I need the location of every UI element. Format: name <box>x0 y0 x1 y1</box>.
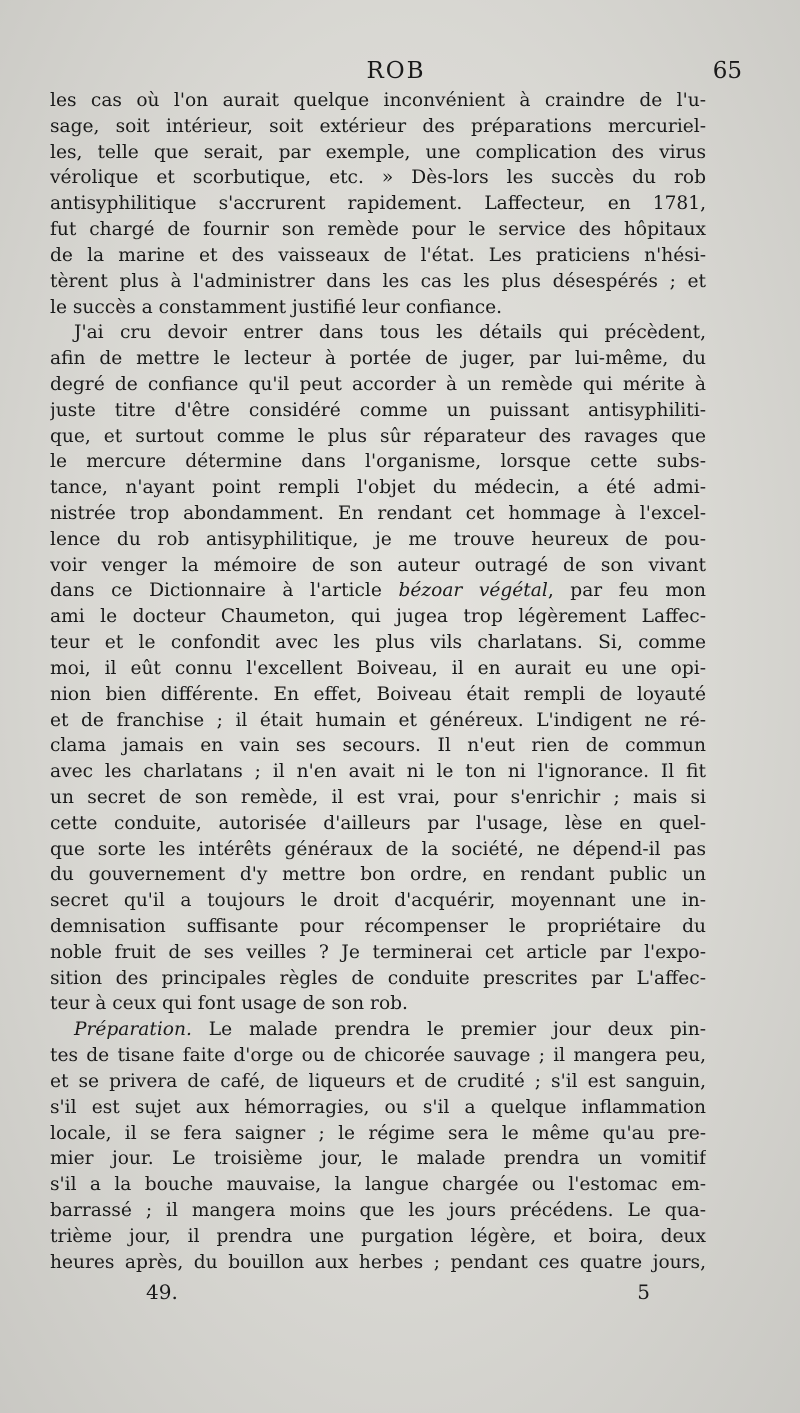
text-line: et de franchise ; il était humain et généreux. L'indigent ne ré- <box>50 709 706 731</box>
text-line: nistrée trop abondamment. En rendant cet hommage à l'excel- <box>50 503 706 524</box>
running-title: ROB <box>366 58 426 84</box>
sheet-number: 5 <box>637 1280 650 1304</box>
text-line: du gouvernement d'y mettre bon ordre, en rendant public un <box>50 864 706 886</box>
text-line-with-term <box>50 578 706 604</box>
article-term: bézoar végétal <box>398 580 548 602</box>
text-line: voir venger la mémoire de son auteur outragé de son vivant <box>50 554 706 576</box>
text-line: demnisation suffisante pour récompenser le propriétaire du <box>50 916 706 937</box>
text-line: lence du rob antisyphilitique, je me trouve heureux de pou- <box>50 528 706 550</box>
text-line: le succès a constamment justifié leur confiance. <box>50 296 503 318</box>
text-line: secret qu'il a toujours le droit d'acquérir, moyennant une in- <box>50 890 706 912</box>
page-number: 65 <box>712 58 742 84</box>
text-line: tance, n'ayant point rempli l'objet du médecin, a été admi- <box>50 477 706 499</box>
text-line: sition des principales règles de conduite prescrites par L'affec- <box>50 967 706 989</box>
text-line: afin de mettre le lecteur à portée de juger, par lui-même, du <box>50 348 706 370</box>
text-line: que sorte les intérêts généraux de la société, ne dépend-il pas <box>50 838 706 860</box>
text-line: clama jamais en vain ses secours. Il n'eut rien de commun <box>50 735 706 757</box>
text-line: trième jour, il prendra une purgation légère, et boira, deux <box>50 1225 706 1247</box>
line-text-pre: dans ce Dictionnaire à l'article <box>50 580 382 602</box>
text-line: barrassé ; il mangera moins que les jours précédens. Le qua- <box>50 1199 706 1221</box>
text-line: un secret de son remède, il est vrai, pour s'enrichir ; mais si <box>50 786 706 808</box>
text-line: sage, soit intérieur, soit extérieur des préparations mercuriel- <box>50 115 706 137</box>
text-line: antisyphilitique s'accrurent rapidement. Laffecteur, en 1781, <box>50 193 706 215</box>
page-footer <box>50 1280 650 1310</box>
text-line: nion bien différente. En effet, Boiveau était rempli de loyauté <box>50 683 706 705</box>
text-line: juste titre d'être considéré comme un puissant antisyphiliti- <box>50 399 706 421</box>
text-line: mier jour. Le troisième jour, le malade prendra un vomitif <box>50 1148 706 1170</box>
text-line: les, telle que serait, par exemple, une complication des virus <box>50 141 706 163</box>
paragraph-start-line: J'ai cru devoir entrer dans tous les détails qui précèdent, <box>74 322 706 344</box>
body-text <box>50 88 706 1275</box>
text-line: le mercure détermine dans l'organisme, lorsque cette subs- <box>50 451 706 473</box>
text-line: avec les charlatans ; il n'en avait ni le ton ni l'ignorance. Il fit <box>50 761 706 783</box>
text-line: tèrent plus à l'administrer dans les cas les plus désespérés ; et <box>50 270 706 292</box>
text-line: s'il est sujet aux hémorragies, ou s'il a quelque inflammation <box>50 1096 706 1118</box>
line-text-post: , par feu mon <box>547 580 706 602</box>
text-line: noble fruit de ses veilles ? Je terminerai cet article par l'expo- <box>50 941 706 963</box>
text-line: heures après, du bouillon aux herbes ; pendant ces quatre jours, <box>50 1251 706 1273</box>
text-line: teur et le confondit avec les plus vils charlatans. Si, comme <box>50 632 706 654</box>
text-line: vérolique et scorbutique, etc. » Dès-lors les succès du rob <box>50 167 706 189</box>
text-line: tes de tisane faite d'orge ou de chicorée sauvage ; il mangera peu, <box>50 1045 706 1067</box>
text-line: les cas où l'on aurait quelque inconvénient à craindre de l'u- <box>50 90 706 111</box>
text-line: degré de confiance qu'il peut accorder à un remède qui mérite à <box>50 373 706 395</box>
text-line: s'il a la bouche mauvaise, la langue chargée ou l'estomac em- <box>50 1174 706 1196</box>
section-label: Préparation. <box>74 1019 192 1041</box>
text-line: moi, il eût connu l'excellent Boiveau, il en aurait eu une opi- <box>50 657 706 679</box>
text-line: et se privera de café, de liqueurs et de crudité ; s'il est sanguin, <box>50 1070 706 1092</box>
text-line: cette conduite, autorisée d'ailleurs par l'usage, lèse en quel- <box>50 812 706 834</box>
running-head <box>50 58 742 88</box>
text-line: ami le docteur Chaumeton, qui jugea trop légèrement Laffec- <box>50 606 706 628</box>
text-line: que, et surtout comme le plus sûr réparateur des ravages que <box>50 425 706 447</box>
paragraph-start-line <box>50 1017 706 1043</box>
signature-mark: 49. <box>146 1280 178 1304</box>
text-line: locale, il se fera saigner ; le régime sera le même qu'au pre- <box>50 1122 706 1144</box>
text-line: fut chargé de fournir son remède pour le service des hôpitaux <box>50 219 706 241</box>
line-text: Le malade prendra le premier jour deux pin- <box>208 1019 706 1041</box>
text-line: de la marine et des vaisseaux de l'état. Les praticiens n'hési- <box>50 244 706 266</box>
text-line: teur à ceux qui font usage de son rob. <box>50 993 408 1015</box>
